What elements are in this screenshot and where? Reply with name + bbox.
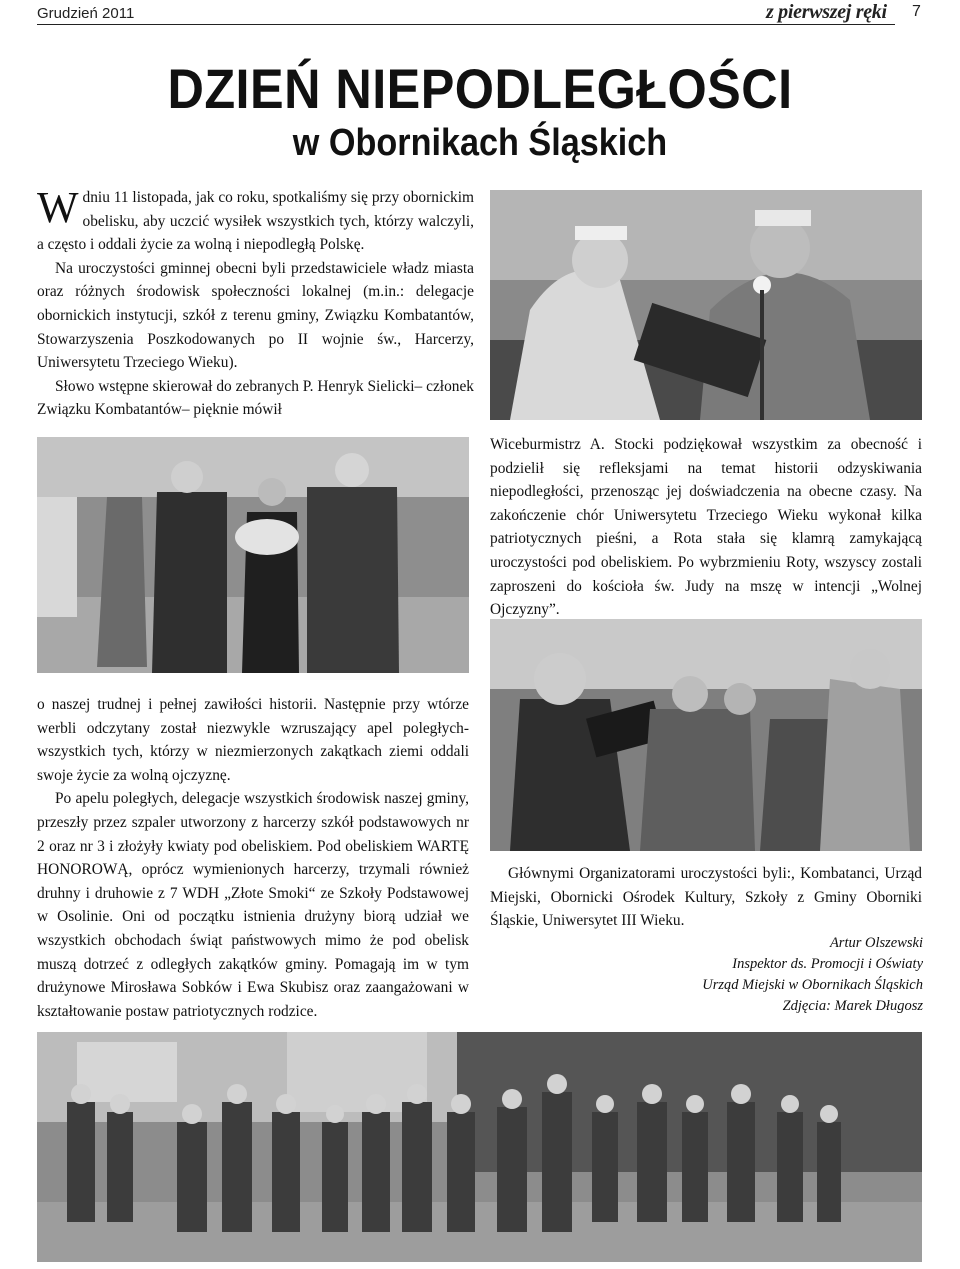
photo-speakers — [490, 190, 922, 420]
section-brand: z pierwszej ręki — [766, 1, 887, 23]
paragraph-6: Wiceburmistrz A. Stocki podziękował wszystkim za obecność i podzielił się refleksjami na temat historii odzyskiwania niepodległości, przenosząc jej doświadczenia na obecne czasy. Na zakończenie chór Uniwersytetu Trzeciego Wieku wykonał kilka patriotycznych pieśni, a Rota stała się klamrą zamykającą uroczystości pod obeliskiem. Po wybrzmieniu Roty, wszyscy zostali zaproszeni do kościoła św. Judy na mszę w intencji „Wolnej Ojczyzny”. — [490, 436, 922, 619]
paragraph-4: o naszej trudnej i pełnej zawiłości historii. Następnie przy wtórze werbli odczytany został niezwykle wzruszający apel poległych-wszystkich tych, którzy w niezmierzonych zakątkach ziemi oddali swoje życie za wolną ojczyznę. — [37, 696, 469, 784]
photo-delegation — [37, 437, 469, 673]
photo-scouts — [37, 1032, 922, 1262]
drop-cap: W — [37, 183, 79, 232]
photo-choir — [490, 619, 922, 851]
signature-block — [491, 933, 923, 1017]
text-block-choir — [490, 433, 922, 622]
author-office: Urząd Miejski w Obornikach Śląskich — [702, 977, 923, 993]
text-block-ceremony — [37, 693, 469, 1023]
paragraph-1: dniu 11 listopada, jak co roku, spotkaliśmy się przy obornickim obelisku, aby uczcić wysiłek wszystkich tych, którzy walczyli, a często i oddali życie za wolną i niepodległą Polskę. — [37, 189, 474, 254]
paragraph-7: Głównymi Organizatorami uroczystości byli:, Kombatanci, Urząd Miejski, Obornicki Ośrodek Kultury, Szkoły z Gminy Oborniki Śląskie, Uniwersytet III Wieku. — [490, 865, 922, 930]
paragraph-5: Po apelu poległych, delegacje wszystkich środowisk naszej gminy, przeszły przez szpaler utworzony z harcerzy szkół podstawowych nr 2 oraz nr 3 i złożyły kwiaty pod obeliskiem. Pod obeliskiem WARTĘ HONOROWĄ, oprócz wymienionych harcerzy, trzymali również druhny i druhowie z 7 WDH „Złote Smoki“ ze Szkoły Podstawowej w Osolinie. Oni od początku istnienia drużyny biorą udział we wszystkich obchodach świąt państwowych mimo że pod obelisk muszą dotrzeć z odległych zakątków gminy. Pomagają im w tym drużynowe Mirosława Sobków i Ewa Skubisz oraz zaangażowani w kształtowanie postaw patriotycznych rodzice. — [37, 790, 469, 1020]
text-block-intro — [37, 183, 474, 422]
issue-date: Grudzień 2011 — [37, 5, 135, 22]
text-block-organizers — [490, 862, 922, 933]
article-subtitle: w Obornikach Śląskich — [292, 122, 668, 164]
author-name: Artur Olszewski — [829, 935, 923, 951]
article-title: DZIEŃ NIEPODLEGŁOŚCI — [167, 57, 793, 120]
author-role: Inspektor ds. Promocji i Oświaty — [732, 956, 923, 972]
photo-credit: Zdjęcia: Marek Długosz — [782, 998, 923, 1014]
page-number: 7 — [912, 3, 921, 20]
paragraph-2: Na uroczystości gminnej obecni byli przedstawiciele władz miasta oraz różnych środowisk społeczności lokalnej (m.in.: delegacje obornickich instytucji, szkół z terenu gminy, Związku Kombatantów, Stowarzyszenia Poszkodowanych po II wojnie św., Harcerzy, Uniwersytetu Trzeciego Wieku). — [37, 259, 474, 372]
paragraph-3: Słowo wstępne skierował do zebranych P. Henryk Sielicki– członek Związku Kombatantów– pięknie mówił — [37, 377, 474, 419]
header-rule — [37, 24, 895, 25]
